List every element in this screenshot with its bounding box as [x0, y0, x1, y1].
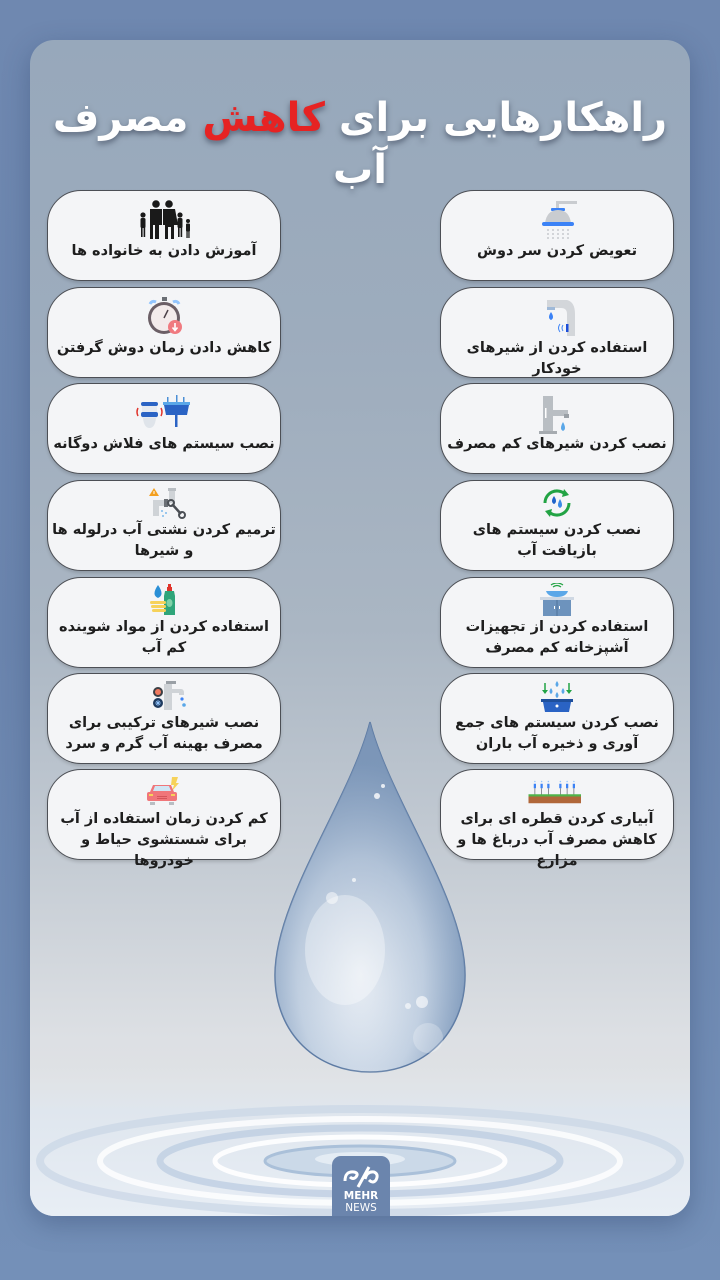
dual-flush-toilet-icon	[134, 392, 194, 434]
drip-irrigation-icon	[527, 775, 587, 809]
detergent-dishes-icon	[134, 583, 194, 617]
tip-label: تعویض کردن سر دوش	[476, 243, 638, 259]
car-wash-icon	[134, 775, 194, 809]
tip-card-stopwatch	[47, 287, 281, 378]
family-icon	[134, 199, 194, 241]
title-part-1: راهکارهایی برای	[324, 95, 668, 141]
tip-label: استفاده کردن از تجهیزات آشپزخانه کم مصرف	[465, 619, 649, 656]
tip-card-car-wash	[47, 769, 281, 869]
title-part-2: مصرف آب	[52, 95, 387, 193]
water-drop-illustration	[250, 710, 490, 1090]
tip-card-dual-flush	[47, 383, 281, 474]
tip-label: استفاده کردن از مواد شوینده کم آب	[59, 619, 269, 656]
tip-card-shower-head	[440, 190, 674, 281]
tip-label: استفاده کردن از شیرهای خودکار	[466, 340, 648, 377]
tip-card-water-recycle	[440, 480, 674, 571]
page-title	[30, 92, 690, 196]
tip-card-low-flow-faucet	[440, 383, 674, 474]
tip-card-automatic-faucet	[440, 287, 674, 378]
tip-label: ترمیم کردن نشتی آب درلوله ها و شیرها	[52, 522, 276, 559]
automatic-faucet-icon	[527, 296, 587, 338]
tip-card-mixer-faucet	[47, 673, 281, 764]
mixer-faucet-icon	[134, 679, 194, 713]
tip-label: کاهش دادن زمان دوش گرفتن	[56, 340, 272, 356]
tip-card-leak-repair	[47, 480, 281, 571]
mehr-news-logo	[332, 1156, 390, 1216]
tip-label: نصب کردن سیستم های بازیافت آب	[472, 522, 642, 559]
mehr-logo-mark-icon	[341, 1165, 381, 1189]
infographic-panel	[30, 40, 690, 1216]
tip-label: نصب کردن شیرهای کم مصرف	[447, 436, 667, 452]
tip-card-family	[47, 190, 281, 281]
shower-head-icon	[527, 199, 587, 241]
tip-label: کم کردن زمان استفاده از آب برای شستشوی حیاط و خودروها	[60, 811, 268, 869]
stopwatch-icon	[134, 296, 194, 338]
leaking-pipe-wrench-icon	[134, 486, 194, 520]
tip-label: نصب شیرهای ترکیبی برای مصرف بهینه آب گرم و سرد	[65, 715, 263, 752]
logo-text-news: NEWS	[345, 1202, 377, 1214]
rain-collection-icon	[527, 679, 587, 713]
low-flow-faucet-icon	[527, 392, 587, 434]
tip-label: نصب کردن سیستم های جمع آوری و ذخیره آب باران	[455, 715, 659, 752]
tip-label: نصب سیستم های فلاش دوگانه	[53, 436, 275, 452]
logo-text-mehr: MEHR	[343, 1190, 379, 1202]
kitchen-sink-icon	[527, 583, 587, 617]
tip-card-kitchen-sink	[440, 577, 674, 668]
title-highlight: کاهش	[202, 95, 325, 141]
tip-label: آبیاری کردن قطره ای برای کاهش مصرف آب درباغ ها و مزارع	[457, 811, 657, 869]
tip-card-detergent	[47, 577, 281, 668]
tip-label: آموزش دادن به خانواده ها	[71, 243, 257, 259]
water-recycle-icon	[527, 486, 587, 520]
